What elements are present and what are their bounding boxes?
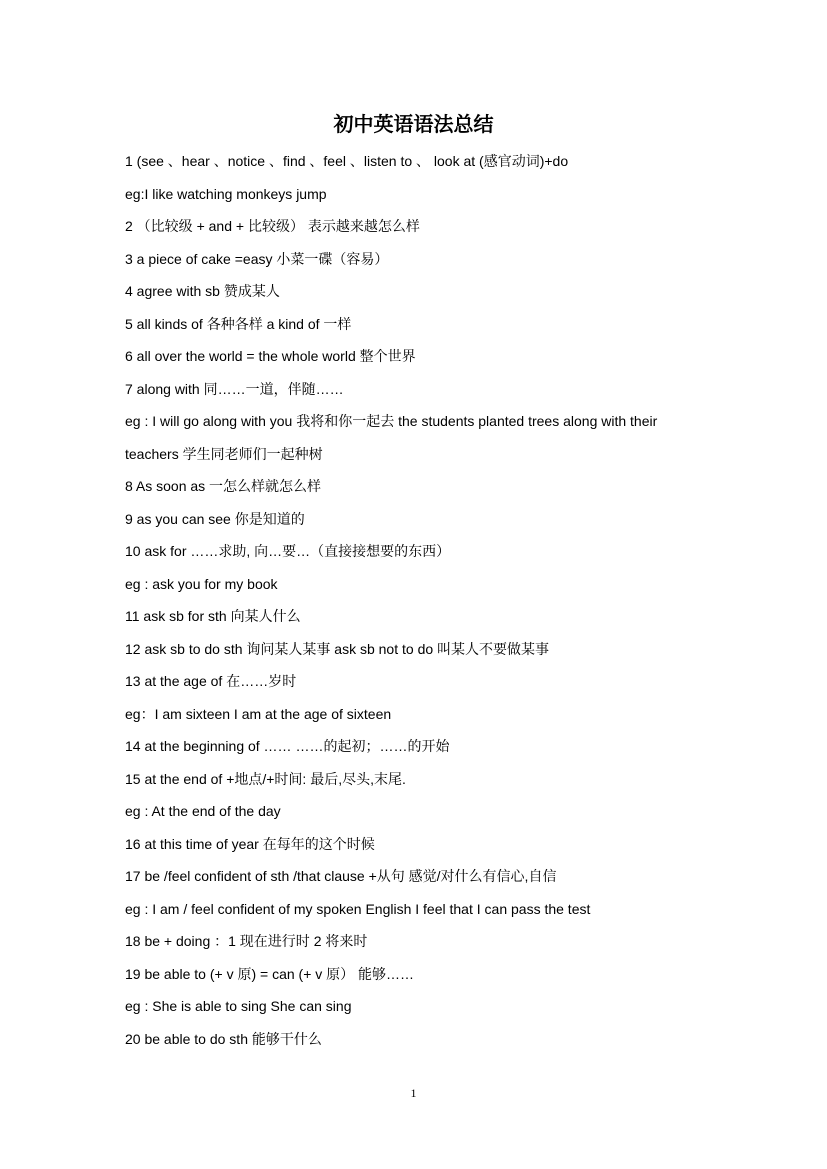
- grammar-line: eg : ask you for my book: [125, 575, 278, 592]
- grammar-line: eg:I like watching monkeys jump: [125, 185, 327, 202]
- grammar-line: 14 at the beginning of …… ……的起初；……的开始: [125, 738, 450, 754]
- grammar-line: 8 As soon as 一怎么样就怎么样: [125, 478, 322, 494]
- grammar-line: 1 (see 、hear 、notice 、find 、feel 、listen to 、 look at (感官动词)+do: [125, 153, 569, 169]
- grammar-line: 3 a piece of cake =easy 小菜一碟（容易）: [125, 250, 389, 267]
- grammar-line: 9 as you can see 你是知道的: [125, 510, 305, 527]
- grammar-line: 5 all kinds of 各种各样 a kind of 一样: [125, 315, 352, 332]
- grammar-line: 6 all over the world = the whole world 整个世界: [125, 348, 416, 364]
- grammar-line: 13 at the age of 在……岁时: [125, 673, 297, 689]
- grammar-line: 10 ask for ……求助, 向…要…（直接接想要的东西）: [125, 543, 451, 559]
- grammar-line: eg : At the end of the day: [125, 803, 281, 819]
- grammar-line: eg : She is able to sing She can sing: [125, 998, 352, 1014]
- grammar-line: 16 at this time of year 在每年的这个时候: [125, 835, 375, 852]
- document-title: 初中英语语法总结: [333, 112, 494, 136]
- grammar-line: 11 ask sb for sth 向某人什么: [125, 608, 301, 624]
- page-number: 1: [410, 1086, 417, 1100]
- grammar-line: eg : I will go along with you 我将和你一起去 the students planted trees along with their: [125, 413, 658, 429]
- grammar-line: 18 be + doing ：1 现在进行时 2 将来时: [125, 933, 368, 949]
- grammar-line: 4 agree with sb 赞成某人: [125, 283, 280, 299]
- grammar-line: 20 be able to do sth 能够干什么: [125, 1030, 322, 1047]
- grammar-line: 7 along with 同……一道，伴随……: [125, 380, 344, 397]
- grammar-line: 15 at the end of +地点/+时间: 最后,尽头,末尾.: [125, 770, 406, 787]
- grammar-line: eg : I am / feel confident of my spoken English I feel that I can pass the test: [125, 900, 591, 917]
- grammar-line: teachers 学生同老师们一起种树: [125, 445, 323, 462]
- grammar-line: 19 be able to (+ v 原) = can (+ v 原） 能够……: [125, 965, 415, 982]
- grammar-line: eg：I am sixteen I am at the age of sixteen: [125, 705, 392, 722]
- grammar-line: 2 （比较级 + and + 比较级） 表示越来越怎么样: [125, 218, 420, 234]
- grammar-list: [125, 145, 745, 1055]
- grammar-line: 17 be /feel confident of sth /that clause +从句 感觉/对什么有信心,自信: [125, 868, 557, 884]
- grammar-line: 12 ask sb to do sth 询问某人某事 ask sb not to do 叫某人不要做某事: [125, 640, 550, 657]
